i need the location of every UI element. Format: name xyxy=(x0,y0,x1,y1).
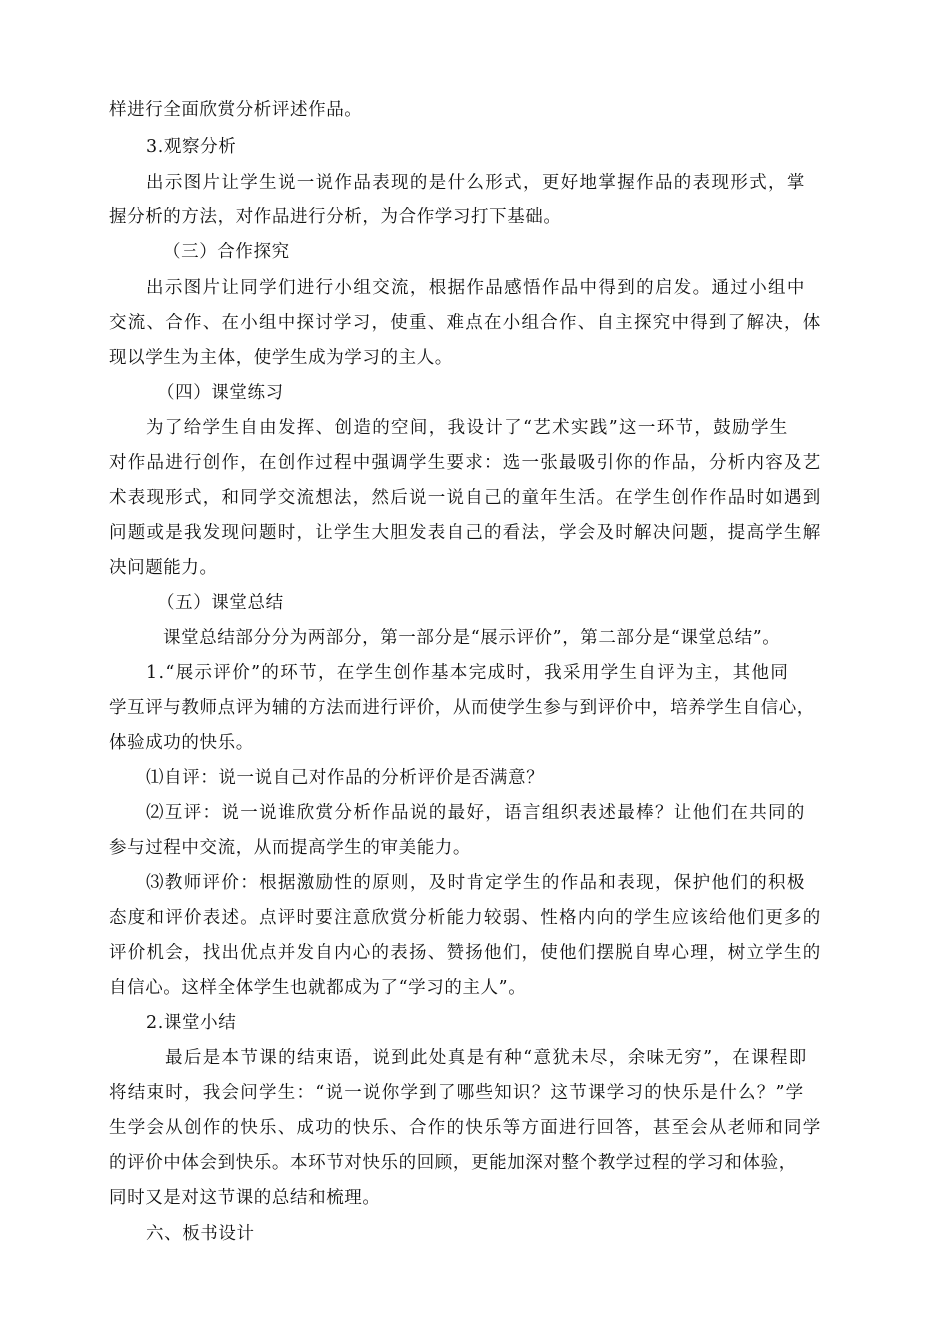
paragraph-line: ⑵互评：说一说谁欣赏分析作品说的最好，语言组织表述最棒？让他们在共同的 xyxy=(146,803,806,823)
section-heading: 六、板书设计 xyxy=(146,1224,255,1244)
paragraph-line: 态度和评价表述。点评时要注意欣赏分析能力较弱、性格内向的学生应该给他们更多的 xyxy=(109,908,822,928)
paragraph-line: 出示图片让同学们进行小组交流，根据作品感悟作品中得到的启发。通过小组中 xyxy=(146,278,806,298)
paragraph-line: 对作品进行创作，在创作过程中强调学生要求：选一张最吸引你的作品，分析内容及艺 xyxy=(109,453,822,473)
paragraph-line: 评价机会，找出优点并发自内心的表扬、赞扬他们，使他们摆脱自卑心理，树立学生的 xyxy=(109,943,822,963)
paragraph-line: 为了给学生自由发挥、创造的空间，我设计了“艺术实践”这一环节，鼓励学生 xyxy=(146,418,789,438)
paragraph-line: 学互评与教师点评为辅的方法而进行评价，从而使学生参与到评价中，培养学生自信心， xyxy=(109,698,815,718)
paragraph-line: 将结束时，我会问学生：“说一说你学到了哪些知识？这节课学习的快乐是什么？”学 xyxy=(109,1083,805,1103)
subsection-heading: 2.课堂小结 xyxy=(146,1013,237,1033)
paragraph-line: 术表现形式，和同学交流想法，然后说一说自己的童年生活。在学生创作作品时如遇到 xyxy=(109,488,822,508)
section-heading: （三）合作探究 xyxy=(163,242,290,262)
paragraph-line: 交流、合作、在小组中探讨学习，使重、难点在小组合作、自主探究中得到了解决，体 xyxy=(109,313,822,333)
paragraph-line: 问题或是我发现问题时，让学生大胆发表自己的看法，学会及时解决问题，提高学生解 xyxy=(109,523,822,543)
paragraph-line: 1.“展示评价”的环节，在学生创作基本完成时，我采用学生自评为主，其他同 xyxy=(146,663,790,683)
paragraph-line: 样进行全面欣赏分析评述作品。 xyxy=(109,100,363,120)
section-heading: （五）课堂总结 xyxy=(157,593,284,613)
paragraph-line: ⑶教师评价：根据激励性的原则，及时肯定学生的作品和表现，保护他们的积极 xyxy=(146,873,806,893)
paragraph-line: 课堂总结部分分为两部分，第一部分是“展示评价”，第二部分是“课堂总结”。 xyxy=(163,628,781,648)
subsection-heading: 3.观察分析 xyxy=(146,137,237,157)
paragraph-line: 握分析的方法，对作品进行分析，为合作学习打下基础。 xyxy=(109,207,562,227)
paragraph-line: 同时又是对这节课的总结和梳理。 xyxy=(109,1188,381,1208)
paragraph-line: 生学会从创作的快乐、成功的快乐、合作的快乐等方面进行回答，甚至会从老师和同学 xyxy=(109,1118,822,1138)
paragraph-line: 体验成功的快乐。 xyxy=(109,733,254,753)
section-heading: （四）课堂练习 xyxy=(157,383,284,403)
paragraph-line: 自信心。这样全体学生也就都成为了“学习的主人”。 xyxy=(109,978,527,998)
paragraph-line: 参与过程中交流，从而提高学生的审美能力。 xyxy=(109,838,471,858)
paragraph-line: 现以学生为主体，使学生成为学习的主人。 xyxy=(109,348,453,368)
paragraph-line: 最后是本节课的结束语，说到此处真是有种“意犹未尽，余味无穷”，在课程即 xyxy=(165,1048,808,1068)
paragraph-line: ⑴自评：说一说自己对作品的分析评价是否满意？ xyxy=(146,768,545,788)
paragraph-line: 出示图片让学生说一说作品表现的是什么形式，更好地掌握作品的表现形式，掌 xyxy=(146,173,806,193)
paragraph-line: 决问题能力。 xyxy=(109,558,218,578)
paragraph-line: 的评价中体会到快乐。本环节对快乐的回顾，更能加深对整个教学过程的学习和体验， xyxy=(109,1153,797,1173)
